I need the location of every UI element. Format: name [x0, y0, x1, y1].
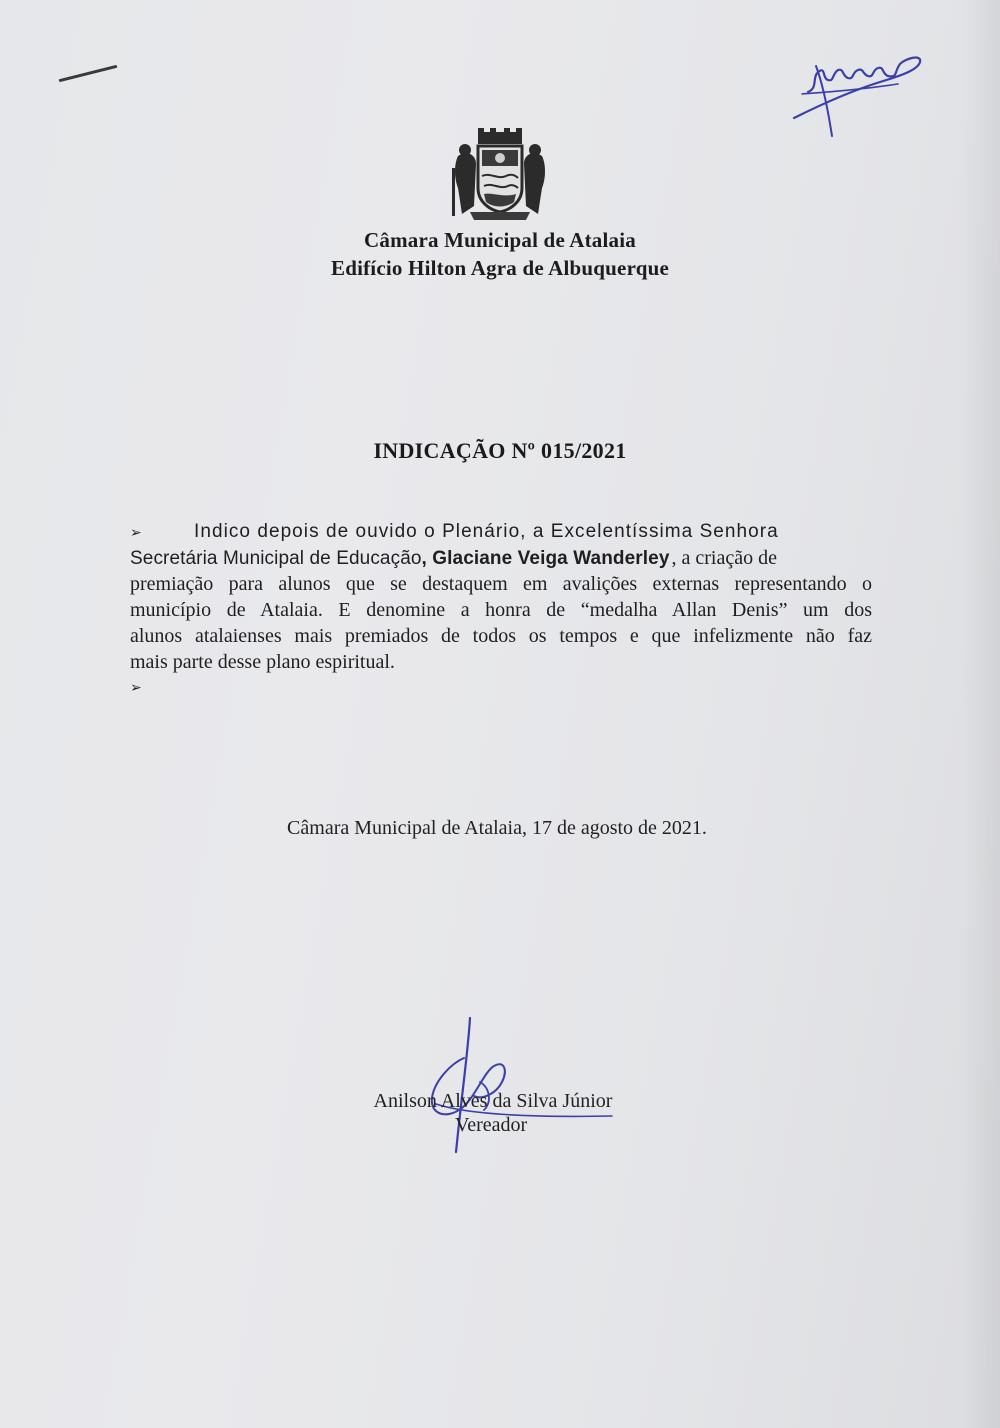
indication-paragraph: [130, 519, 872, 675]
corner-signature-icon: [788, 32, 928, 142]
signer-name: Anilson Alves da Silva Júnior: [373, 1090, 613, 1112]
paragraph-line-3: premiação para alunos que se destaquem em avalições externas representando o: [130, 573, 872, 595]
secretary-title: Secretária Municipal de Educação: [130, 548, 422, 569]
paragraph-line-2: [130, 545, 872, 571]
arrow-bullet-icon: ➢: [130, 680, 142, 696]
municipal-crest-icon: [448, 128, 552, 222]
paragraph-text-1: Indico depois de ouvido o Plenário, a Excelentíssima Senhora: [194, 521, 779, 542]
letterhead: [0, 226, 1000, 282]
document-title: INDICAÇÃO Nº 015/2021: [373, 438, 627, 463]
handwritten-signature-icon: [420, 1012, 620, 1162]
pen-mark: [59, 65, 118, 82]
date-line: Câmara Municipal de Atalaia, 17 de agosto de 2021.: [287, 817, 707, 839]
page-edge-shadow: [960, 0, 1000, 1428]
chamber-name: Câmara Municipal de Atalaia: [364, 228, 636, 252]
paragraph-line-5: alunos atalaienses mais premiados de todos os tempos e que infelizmente não faz: [130, 625, 872, 647]
arrow-bullet-icon: ➢: [130, 525, 142, 541]
secretary-name: , Glaciane Veiga Wanderley: [421, 548, 670, 569]
paragraph-line-1: [130, 519, 872, 545]
building-name: Edifício Hilton Agra de Albuquerque: [330, 256, 669, 280]
paragraph-text-2: , a criação de: [671, 547, 777, 569]
paragraph-line-4: município de Atalaia. E denomine a honra de “medalha Allan Denis” um dos: [130, 599, 872, 621]
signer-role: Vereador: [455, 1114, 528, 1136]
paragraph-line-6: mais parte desse plano espiritual.: [130, 651, 395, 673]
